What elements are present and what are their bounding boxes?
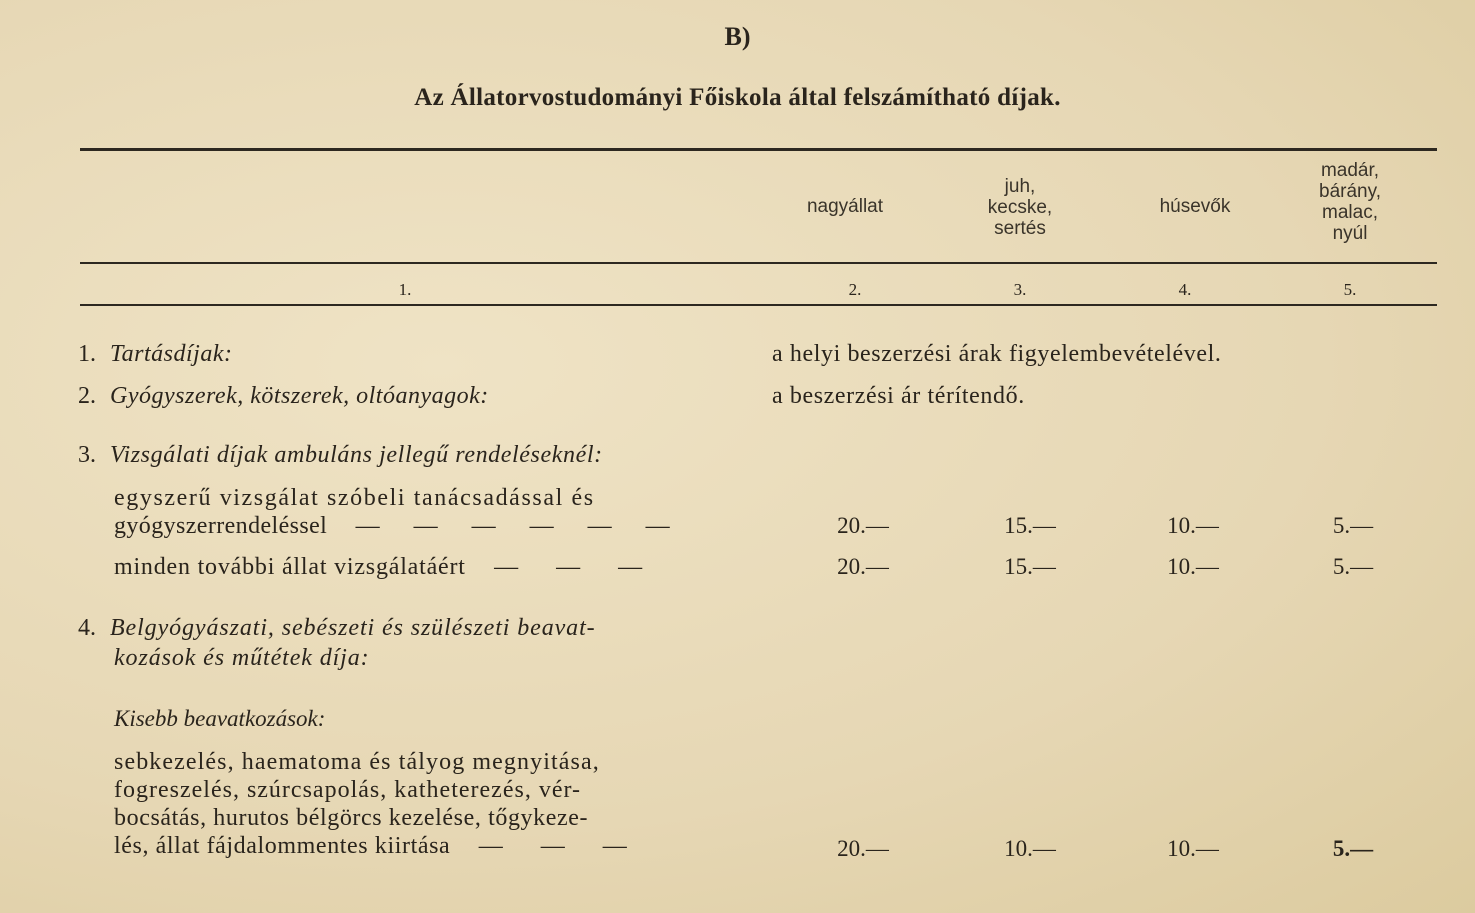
colnum-rule (80, 304, 1437, 306)
row-3-value: 10.— (1167, 836, 1219, 861)
column-header-4 (1130, 196, 1260, 217)
item-number: 1. (78, 341, 96, 367)
header-rule (80, 262, 1437, 264)
row-1-value: 15.— (1004, 513, 1056, 538)
row-1-value: 5.— (1332, 513, 1374, 538)
column-header-5-line: madár, (1320, 160, 1380, 181)
row-3-value: 20.— (837, 836, 889, 861)
row-2-dashes: — — — (494, 554, 659, 580)
row-3-line: bocsátás, hurutos bélgörcs kezelése, tőgykeze- (114, 805, 589, 831)
item-2-note: a beszerzési ár térítendő. (772, 383, 1025, 409)
column-number: 1. (398, 280, 412, 299)
item-title: Tartásdíjak: (110, 341, 233, 367)
column-header-5 (1290, 160, 1410, 244)
row-3-dashes: — — — (478, 833, 643, 859)
column-header-5-line: nyúl (1332, 223, 1368, 244)
row-2-description (114, 553, 658, 581)
row-3-line: sebkezelés, haematoma és tályog megnyitása, (114, 749, 600, 775)
column-header-3-line: kecske, (987, 197, 1053, 218)
item-1 (78, 341, 232, 368)
row-1-line: egyszerű vizsgálat szóbeli tanácsadással és (114, 485, 595, 511)
section-letter: B) (724, 22, 751, 51)
column-number: 2. (848, 280, 862, 299)
row-3-value: 10.— (1004, 836, 1056, 861)
column-number: 4. (1178, 280, 1192, 299)
item-title: Belgyógyászati, sebészeti és szülészeti beavat- (110, 615, 596, 641)
row-1-value: 20.— (837, 513, 889, 538)
column-header-4-label: húsevők (1159, 196, 1231, 217)
row-3-description (114, 748, 754, 860)
item-4-title-cont: kozások és műtétek díja: (114, 645, 370, 671)
column-header-2-label: nagyállat (806, 196, 884, 217)
column-header-3-line: juh, (1004, 176, 1036, 197)
row-2-value: 5.— (1332, 554, 1374, 579)
item-number: 4. (78, 615, 96, 641)
row-3-value: 5.— (1332, 836, 1374, 861)
column-header-3-line: sertés (994, 218, 1046, 239)
column-header-5-line: malac, (1322, 202, 1378, 223)
item-1-note: a helyi beszerzési árak figyelembevételével. (772, 341, 1222, 367)
row-3-line-last (114, 832, 754, 860)
row-1-line: gyógyszerrendeléssel (114, 513, 328, 539)
row-2-value: 10.— (1167, 554, 1219, 579)
column-header-3 (955, 176, 1085, 239)
row-1-description (114, 484, 744, 540)
subheading: Kisebb beavatkozások: (114, 706, 326, 731)
row-2-value: 15.— (1004, 554, 1056, 579)
item-number: 3. (78, 442, 96, 468)
column-header-5-line: bárány, (1319, 181, 1381, 202)
item-2 (78, 383, 489, 410)
row-2-line: minden további állat vizsgálatáért (114, 554, 466, 580)
column-number: 3. (1013, 280, 1027, 299)
page-title: Az Állatorvostudományi Főiskola által felszámítható díjak. (414, 84, 1061, 111)
row-1-value: 10.— (1167, 513, 1219, 538)
row-1-dashes: — — — — — — (355, 513, 684, 539)
item-3 (78, 442, 603, 469)
row-2-value: 20.— (837, 554, 889, 579)
item-number: 2. (78, 383, 96, 409)
item-4 (78, 615, 596, 642)
column-number: 5. (1343, 280, 1357, 299)
row-1-line-last (114, 512, 744, 540)
column-header-2 (785, 196, 905, 217)
item-title: Vizsgálati díjak ambuláns jellegű rendeléseknél: (110, 442, 603, 468)
row-3-line: fogreszelés, szúrcsapolás, katheterezés, vér- (114, 777, 581, 803)
row-3-line: lés, állat fájdalommentes kiirtása (114, 833, 451, 859)
item-title: Gyógyszerek, kötszerek, oltóanyagok: (110, 383, 489, 409)
top-rule (80, 148, 1437, 151)
